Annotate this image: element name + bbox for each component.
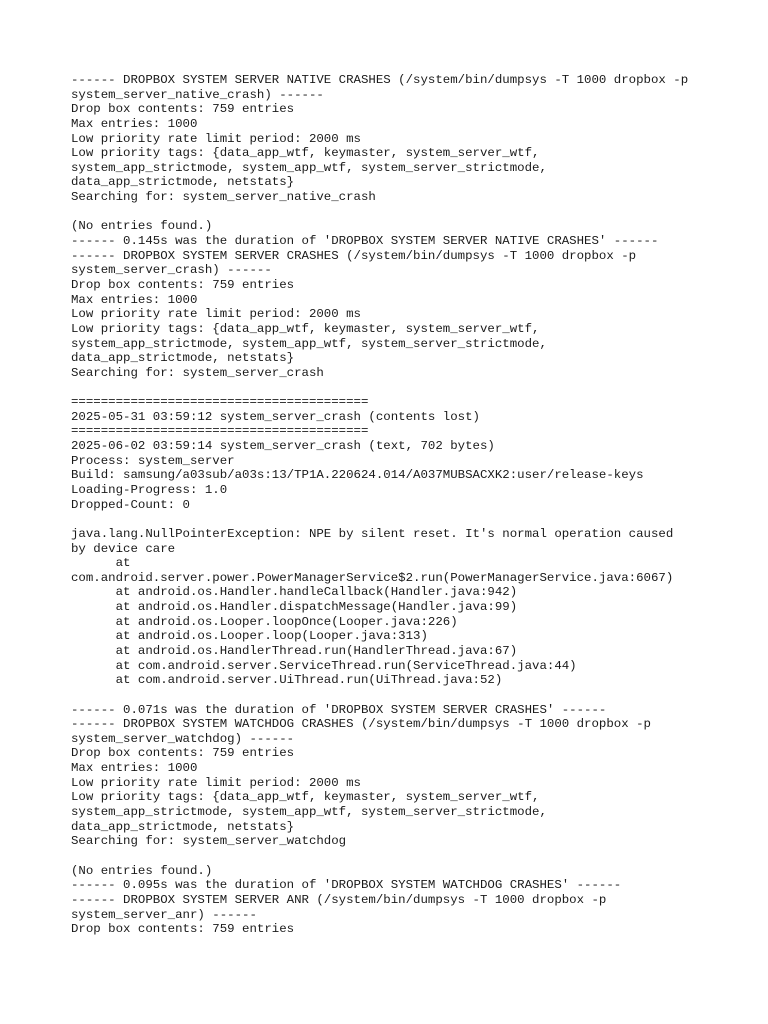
log-line: Dropped-Count: 0 (71, 497, 190, 512)
log-line (71, 688, 751, 703)
log-line: at android.os.Looper.loop(Looper.java:313) (71, 629, 428, 644)
log-line: Searching for: system_server_native_crash (71, 190, 376, 205)
log-line: system_server_anr) ------ (71, 907, 257, 922)
log-line (71, 205, 751, 220)
log-line: java.lang.NullPointerException: NPE by silent reset. It's normal operation caused (71, 526, 674, 541)
log-line: Drop box contents: 759 entries (71, 277, 295, 292)
log-line: Drop box contents: 759 entries (71, 922, 295, 937)
log-line: Process: system_server (71, 453, 235, 468)
log-line (71, 849, 751, 864)
log-line (71, 380, 751, 395)
log-line: at android.os.Handler.handleCallback(Handler.java:942) (71, 585, 518, 600)
log-line: ------ DROPBOX SYSTEM SERVER NATIVE CRASHES (/system/bin/dumpsys -T 1000 dropbox -p (71, 73, 689, 87)
log-line: at (71, 556, 131, 571)
log-line: (No entries found.) (71, 863, 213, 878)
log-line: data_app_strictmode, netstats} (71, 819, 295, 834)
log-line: 2025-06-02 03:59:14 system_server_crash (text, 702 bytes) (71, 439, 495, 454)
log-line: ------ DROPBOX SYSTEM WATCHDOG CRASHES (/system/bin/dumpsys -T 1000 dropbox -p (71, 717, 651, 732)
log-line: Low priority tags: {data_app_wtf, keymaster, system_server_wtf, (71, 146, 540, 161)
log-line: Max entries: 1000 (71, 292, 198, 307)
log-line: system_app_strictmode, system_app_wtf, system_server_strictmode, (71, 336, 547, 351)
log-document (71, 73, 751, 937)
log-line: Max entries: 1000 (71, 761, 198, 776)
log-line: ------ DROPBOX SYSTEM SERVER ANR (/system/bin/dumpsys -T 1000 dropbox -p (71, 892, 607, 907)
log-line: at com.android.server.ServiceThread.run(ServiceThread.java:44) (71, 658, 577, 673)
log-line: Max entries: 1000 (71, 116, 198, 131)
log-line: system_server_watchdog) ------ (71, 731, 295, 746)
log-line: Low priority rate limit period: 2000 ms (71, 131, 361, 146)
log-line: ------ DROPBOX SYSTEM SERVER CRASHES (/system/bin/dumpsys -T 1000 dropbox -p (71, 248, 637, 263)
log-line: Build: samsung/a03sub/a03s:13/TP1A.220624.014/A037MUBSACXK2:user/release-keys (71, 468, 644, 483)
log-line: (No entries found.) (71, 219, 213, 234)
log-line: system_server_crash) ------ (71, 263, 272, 278)
log-line: Searching for: system_server_watchdog (71, 834, 347, 849)
log-line: by device care (71, 541, 176, 556)
log-line: Low priority rate limit period: 2000 ms (71, 775, 361, 790)
log-line: ======================================== (71, 395, 369, 410)
log-line: system_server_native_crash) ------ (71, 87, 324, 102)
log-line: system_app_strictmode, system_app_wtf, system_server_strictmode, (71, 160, 547, 175)
log-line: Loading-Progress: 1.0 (71, 482, 228, 497)
log-line: at com.android.server.UiThread.run(UiThread.java:52) (71, 673, 503, 688)
log-line: Low priority tags: {data_app_wtf, keymaster, system_server_wtf, (71, 321, 540, 336)
log-line: at android.os.Looper.loopOnce(Looper.java:226) (71, 614, 458, 629)
log-line: com.android.server.power.PowerManagerService$2.run(PowerManagerService.java:6067) (71, 570, 674, 585)
log-line: ------ 0.145s was the duration of 'DROPBOX SYSTEM SERVER NATIVE CRASHES' ------ (71, 234, 659, 249)
log-line: at android.os.HandlerThread.run(HandlerThread.java:67) (71, 643, 518, 658)
log-line: ------ 0.095s was the duration of 'DROPBOX SYSTEM WATCHDOG CRASHES' ------ (71, 878, 622, 893)
log-line: at android.os.Handler.dispatchMessage(Handler.java:99) (71, 600, 518, 615)
log-line (71, 512, 751, 527)
log-line: ======================================== (71, 424, 369, 439)
log-line: data_app_strictmode, netstats} (71, 175, 295, 190)
log-line: Drop box contents: 759 entries (71, 102, 295, 117)
log-line: Drop box contents: 759 entries (71, 746, 295, 761)
log-line: ------ 0.071s was the duration of 'DROPBOX SYSTEM SERVER CRASHES' ------ (71, 702, 607, 717)
log-line: data_app_strictmode, netstats} (71, 351, 295, 366)
log-line: 2025-05-31 03:59:12 system_server_crash (contents lost) (71, 409, 480, 424)
log-line: Low priority rate limit period: 2000 ms (71, 307, 361, 322)
log-line: Searching for: system_server_crash (71, 365, 324, 380)
log-line: Low priority tags: {data_app_wtf, keymaster, system_server_wtf, (71, 790, 540, 805)
log-line: system_app_strictmode, system_app_wtf, system_server_strictmode, (71, 805, 547, 820)
